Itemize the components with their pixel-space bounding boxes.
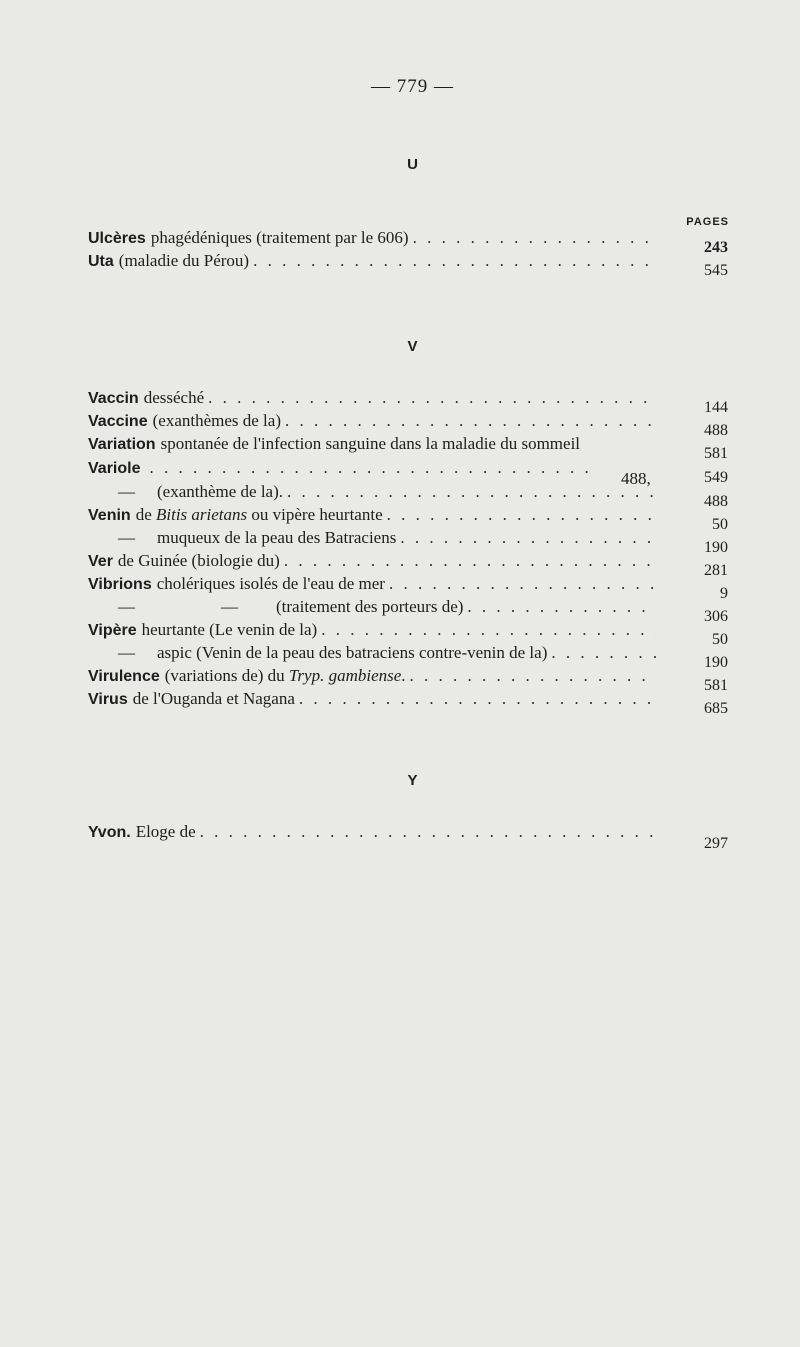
- leader-dots: [285, 410, 656, 432]
- page-ref: 549: [704, 469, 728, 486]
- section-letter-v: V: [407, 338, 418, 355]
- leader-dots: [287, 481, 656, 503]
- entry-text: aspic (Venin de la peau des batraciens contre-venin de la): [157, 643, 548, 662]
- entry-heading: Vaccin: [88, 390, 139, 407]
- leader-dots: [413, 227, 656, 249]
- index-entry: [88, 433, 688, 456]
- leader-dots: [389, 573, 656, 595]
- index-entry: [88, 619, 656, 642]
- entry-heading: Vaccine: [88, 413, 148, 430]
- entry-text-post: .: [401, 666, 406, 685]
- entry-heading: Vibrions: [88, 576, 152, 593]
- pages-column-label: PAGES: [686, 216, 729, 228]
- page-ref: 297: [704, 835, 728, 852]
- entry-heading: Variole: [88, 460, 141, 477]
- leader-dots: [321, 619, 656, 641]
- entry-heading: Virulence: [88, 668, 160, 685]
- index-entry: [88, 550, 656, 573]
- entry-heading: Uta: [88, 253, 114, 270]
- entry-text: [165, 665, 406, 687]
- index-entry: [88, 573, 656, 596]
- index-entry: [88, 688, 656, 711]
- index-entry: [118, 527, 656, 549]
- leader-dots: [410, 665, 656, 687]
- entry-text: desséché: [143, 388, 205, 407]
- entry-heading: Vipère: [88, 622, 137, 639]
- page-ref: 190: [704, 539, 728, 556]
- entry-heading: Venin: [88, 507, 131, 524]
- ditto-dash: —: [118, 528, 135, 547]
- leader-dots: [551, 642, 656, 664]
- index-entry: [88, 821, 656, 844]
- index-entry: [88, 227, 656, 250]
- ditto-dash: —: [118, 643, 135, 662]
- entry-text: phagédéniques (traitement par le 606): [150, 228, 409, 247]
- entry-heading: Yvon.: [88, 824, 131, 841]
- ditto-dash: —: [118, 597, 135, 616]
- entry-text-italic: Bitis arietans: [155, 505, 248, 524]
- page-ref: 488: [704, 493, 728, 510]
- section-letter-u: U: [407, 156, 418, 173]
- index-entry: [118, 642, 656, 664]
- ditto-dash-second: —: [221, 597, 238, 616]
- entry-text: muqueux de la peau des Batraciens: [157, 528, 397, 547]
- page-ref: 581: [704, 445, 728, 462]
- entry-heading: Virus: [88, 691, 128, 708]
- entry-text: (exanthèmes de la): [152, 411, 281, 430]
- leader-dots: [208, 387, 656, 409]
- entry-text: de Guinée (biologie du): [117, 551, 280, 570]
- leader-dots: [400, 527, 656, 549]
- index-entry: [88, 410, 656, 433]
- index-entry: [88, 457, 588, 480]
- entry-text: spontanée de l'infection sanguine dans la maladie du sommeil: [160, 434, 581, 453]
- page-ref: 488: [704, 422, 728, 439]
- index-entry: [88, 665, 656, 688]
- entry-text: (exanthème de la).: [157, 482, 284, 501]
- leader-dots: [149, 457, 588, 479]
- leader-dots: [299, 688, 656, 710]
- page-ref: 9: [720, 585, 728, 602]
- page-number: — 779 —: [371, 76, 454, 97]
- page-ref: 281: [704, 562, 728, 579]
- leader-dots: [200, 821, 656, 843]
- entry-text: (traitement des porteurs de): [276, 597, 464, 616]
- page-ref: 685: [704, 700, 728, 717]
- entry-text-pre: (variations de) du: [164, 666, 289, 685]
- leader-dots: [284, 550, 656, 572]
- entry-heading: Ulcères: [88, 230, 146, 247]
- page-ref: 243: [704, 239, 728, 256]
- index-entry: [88, 504, 656, 527]
- leader-dots: [467, 596, 656, 618]
- entry-text-post: ou vipère heurtante: [247, 505, 383, 524]
- entry-text-italic: Tryp. gambiense: [288, 666, 402, 685]
- entry-text: Eloge de: [135, 822, 196, 841]
- page-ref-extra: 488,: [621, 469, 651, 488]
- entry-text: de l'Ouganda et Nagana: [132, 689, 295, 708]
- leader-dots: [387, 504, 656, 526]
- entry-text: cholériques isolés de l'eau de mer: [156, 574, 385, 593]
- page-ref: 50: [712, 516, 728, 533]
- entry-text: (maladie du Pérou): [118, 251, 250, 270]
- index-entry: [118, 596, 656, 618]
- section-letter-y: Y: [407, 772, 418, 789]
- index-entry: [88, 250, 656, 273]
- entry-text-pre: de: [135, 505, 156, 524]
- ditto-dash: —: [118, 482, 135, 501]
- index-entry: [118, 481, 656, 503]
- entry-heading: Ver: [88, 553, 113, 570]
- page-ref: 581: [704, 677, 728, 694]
- leader-dots: [253, 250, 656, 272]
- entry-heading: Variation: [88, 436, 156, 453]
- page-ref: 144: [704, 399, 728, 416]
- entry-text: heurtante (Le venin de la): [141, 620, 318, 639]
- page-ref: 545: [704, 262, 728, 279]
- index-entry: [88, 387, 656, 410]
- page-ref: 50: [712, 631, 728, 648]
- page-ref: 306: [704, 608, 728, 625]
- page-ref: 190: [704, 654, 728, 671]
- entry-text: [136, 504, 383, 526]
